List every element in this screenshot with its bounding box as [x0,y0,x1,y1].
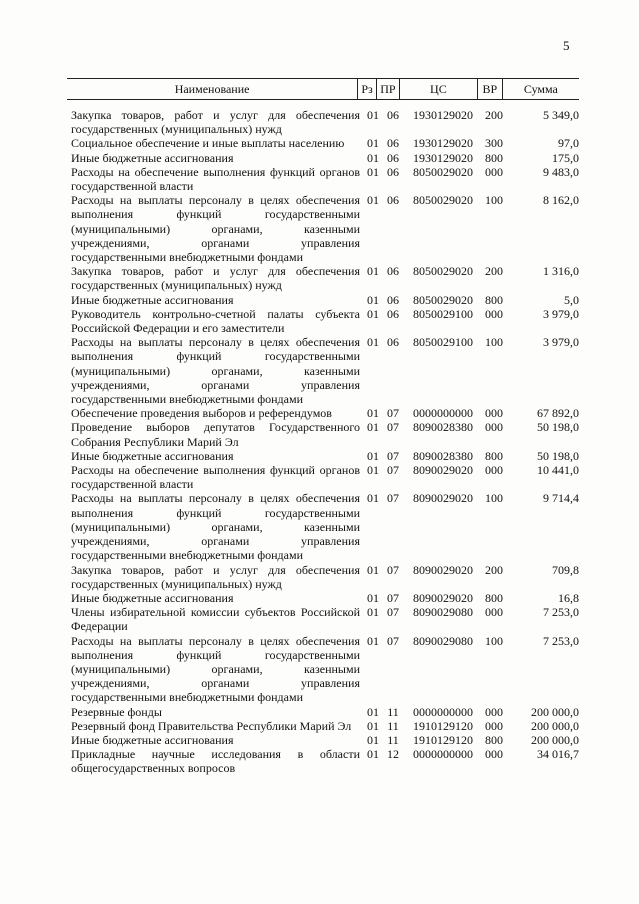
cell-sum: 3 979,0 [543,306,579,321]
cell-rz: 01 [367,420,379,435]
table-row [67,605,579,633]
cell-vr: 000 [485,420,503,435]
cell-vr: 000 [485,704,503,719]
cell-pr: 07 [387,491,399,506]
cell-vr: 000 [485,747,503,762]
cell-pr: 06 [387,164,399,179]
cell-rz: 01 [367,108,379,122]
cell-pr: 06 [387,150,399,165]
cell-rz: 01 [367,562,379,577]
cell-cs: 0000000000 [413,704,473,719]
cell-name: Расходы на выплаты персоналу в целях обеспечения выполнения функций государственными (муниципальными) органами, казенными учреждениями, органами управления государственными внебюджетными фондами [71,491,360,563]
cell-rz: 01 [367,164,379,179]
table-row [67,293,579,307]
cell-cs: 8050029020 [413,193,473,208]
cell-rz: 01 [367,306,379,321]
cell-name: Расходы на выплаты персоналу в целях обеспечения выполнения функций государственными (муниципальными) органами, казенными учреждениями, органами управления государственными внебюджетными фондами [71,335,360,407]
cell-rz: 01 [367,590,379,605]
cell-sum: 5,0 [564,292,579,307]
cell-cs: 8090029020 [413,463,473,478]
cell-pr: 07 [387,605,399,620]
cell-sum: 200 000,0 [531,718,579,733]
cell-sum: 97,0 [558,136,579,151]
cell-cs: 8050029020 [413,164,473,179]
cell-pr: 06 [387,193,399,208]
cell-cs: 8090028380 [413,420,473,435]
cell-sum: 200 000,0 [531,704,579,719]
cell-name: Резервные фонды [71,704,162,719]
cell-name: Иные бюджетные ассигнования [71,448,234,463]
cell-pr: 12 [387,747,399,762]
cell-vr: 800 [485,448,503,463]
cell-sum: 67 892,0 [537,406,579,421]
cell-name: Закупка товаров, работ и услуг для обеспечения государственных (муниципальных) нужд [71,562,360,591]
cell-name: Иные бюджетные ассигнования [71,590,234,605]
table-row [67,563,579,591]
table-row [67,591,579,605]
cell-cs: 8090029080 [413,605,473,620]
cell-pr: 07 [387,633,399,648]
cell-pr: 07 [387,463,399,478]
cell-name: Социальное обеспечение и иные выплаты населению [71,136,345,151]
cell-pr: 07 [387,448,399,463]
cell-rz: 01 [367,605,379,620]
cell-cs: 8050029020 [413,292,473,307]
cell-sum: 16,8 [558,590,579,605]
cell-cs: 8090029080 [413,633,473,648]
cell-vr: 000 [485,306,503,321]
page-number: 5 [563,38,570,53]
cell-cs: 8090028380 [413,448,473,463]
table-row [67,420,579,448]
cell-cs: 8050029100 [413,335,473,350]
cell-name: Прикладные научные исследования в области общегосударственных вопросов [71,747,360,776]
cell-cs: 8090029020 [413,491,473,506]
cell-pr: 07 [387,562,399,577]
table-row [67,747,579,775]
cell-rz: 01 [367,193,379,208]
cell-vr: 200 [485,562,503,577]
header-rz: Рз [357,79,376,99]
cell-name: Расходы на обеспечение выполнения функций органов государственной власти [71,463,360,492]
table-row [67,449,579,463]
table-header [67,78,579,100]
table-row [67,307,579,335]
header-vr: ВР [477,79,502,99]
cell-rz: 01 [367,463,379,478]
cell-cs: 1910129120 [413,718,473,733]
cell-vr: 200 [485,108,503,122]
cell-vr: 100 [485,335,503,350]
cell-pr: 06 [387,136,399,151]
cell-cs: 1930129020 [413,108,473,122]
table-row [67,151,579,165]
cell-vr: 000 [485,718,503,733]
cell-rz: 01 [367,292,379,307]
cell-sum: 3 979,0 [543,335,579,350]
cell-rz: 01 [367,491,379,506]
cell-vr: 200 [485,264,503,279]
table-row [67,264,579,292]
cell-vr: 000 [485,463,503,478]
cell-pr: 06 [387,292,399,307]
cell-vr: 000 [485,605,503,620]
cell-vr: 100 [485,491,503,506]
cell-rz: 01 [367,406,379,421]
cell-cs: 8050029100 [413,306,473,321]
table-row [67,733,579,747]
cell-vr: 800 [485,150,503,165]
table-row [67,193,579,264]
cell-vr: 800 [485,292,503,307]
table-row [67,634,579,705]
cell-name: Расходы на выплаты персоналу в целях обеспечения выполнения функций государственными (муниципальными) органами, казенными учреждениями, органами управления государственными внебюджетными фондами [71,633,360,705]
table-row [67,491,579,562]
cell-name: Расходы на выплаты персоналу в целях обеспечения выполнения функций государственными (муниципальными) органами, казенными учреждениями, органами управления государственными внебюджетными фондами [71,193,360,265]
cell-pr: 11 [387,732,399,747]
table-row [67,136,579,150]
cell-sum: 175,0 [552,150,579,165]
cell-sum: 10 441,0 [537,463,579,478]
header-cs: ЦС [399,79,477,99]
cell-vr: 000 [485,164,503,179]
cell-sum: 200 000,0 [531,732,579,747]
cell-cs: 1910129120 [413,732,473,747]
header-name: Наименование [174,81,250,96]
header-pr: ПР [376,79,399,99]
cell-name: Проведение выборов депутатов Государственного Собрания Республики Марий Эл [71,420,360,449]
cell-pr: 06 [387,306,399,321]
cell-rz: 01 [367,448,379,463]
cell-vr: 000 [485,406,503,421]
cell-cs: 8050029020 [413,264,473,279]
cell-name: Резервный фонд Правительства Республики Марий Эл [71,718,352,733]
table-row [67,463,579,491]
cell-rz: 01 [367,136,379,151]
cell-name: Расходы на обеспечение выполнения функций органов государственной власти [71,164,360,194]
cell-name: Обеспечение проведения выборов и референдумов [71,406,332,421]
cell-pr: 07 [387,406,399,421]
cell-sum: 709,8 [552,562,579,577]
cell-name: Закупка товаров, работ и услуг для обеспечения государственных (муниципальных) нужд [71,108,360,137]
cell-pr: 06 [387,264,399,279]
cell-pr: 11 [387,718,399,733]
cell-sum: 5 349,0 [543,108,579,122]
cell-vr: 100 [485,193,503,208]
cell-cs: 8090029020 [413,590,473,605]
cell-sum: 7 253,0 [543,633,579,648]
cell-pr: 06 [387,335,399,350]
cell-rz: 01 [367,732,379,747]
table-row [67,705,579,719]
cell-name: Члены избирательной комиссии субъектов Российской Федерации [71,605,360,634]
table-row [67,719,579,733]
budget-table [67,78,579,776]
cell-rz: 01 [367,633,379,648]
cell-pr: 07 [387,590,399,605]
cell-pr: 06 [387,108,399,122]
header-sum: Сумма [502,79,579,99]
cell-cs: 8090029020 [413,562,473,577]
cell-rz: 01 [367,335,379,350]
cell-sum: 8 162,0 [543,193,579,208]
cell-vr: 800 [485,732,503,747]
cell-vr: 800 [485,590,503,605]
cell-sum: 9 483,0 [543,164,579,179]
cell-pr: 07 [387,420,399,435]
cell-rz: 01 [367,718,379,733]
cell-sum: 34 016,7 [537,747,579,762]
cell-sum: 9 714,4 [543,491,579,506]
cell-vr: 300 [485,136,503,151]
table-row [67,165,579,193]
cell-cs: 1930129020 [413,136,473,151]
cell-name: Руководитель контрольно-счетной палаты субъекта Российской Федерации и его заместители [71,306,360,336]
cell-rz: 01 [367,150,379,165]
cell-cs: 0000000000 [413,747,473,762]
table-body [67,108,579,776]
cell-sum: 50 198,0 [537,420,579,435]
cell-name: Иные бюджетные ассигнования [71,732,234,747]
cell-vr: 100 [485,633,503,648]
cell-rz: 01 [367,264,379,279]
cell-cs: 0000000000 [413,406,473,421]
cell-cs: 1930129020 [413,150,473,165]
cell-name: Закупка товаров, работ и услуг для обеспечения государственных (муниципальных) нужд [71,264,360,293]
cell-sum: 1 316,0 [543,264,579,279]
table-row [67,406,579,420]
cell-name: Иные бюджетные ассигнования [71,292,234,307]
table-row [67,108,579,136]
cell-sum: 7 253,0 [543,605,579,620]
cell-name: Иные бюджетные ассигнования [71,150,234,165]
cell-sum: 50 198,0 [537,448,579,463]
cell-pr: 11 [387,704,399,719]
cell-rz: 01 [367,747,379,762]
table-row [67,335,579,406]
cell-rz: 01 [367,704,379,719]
